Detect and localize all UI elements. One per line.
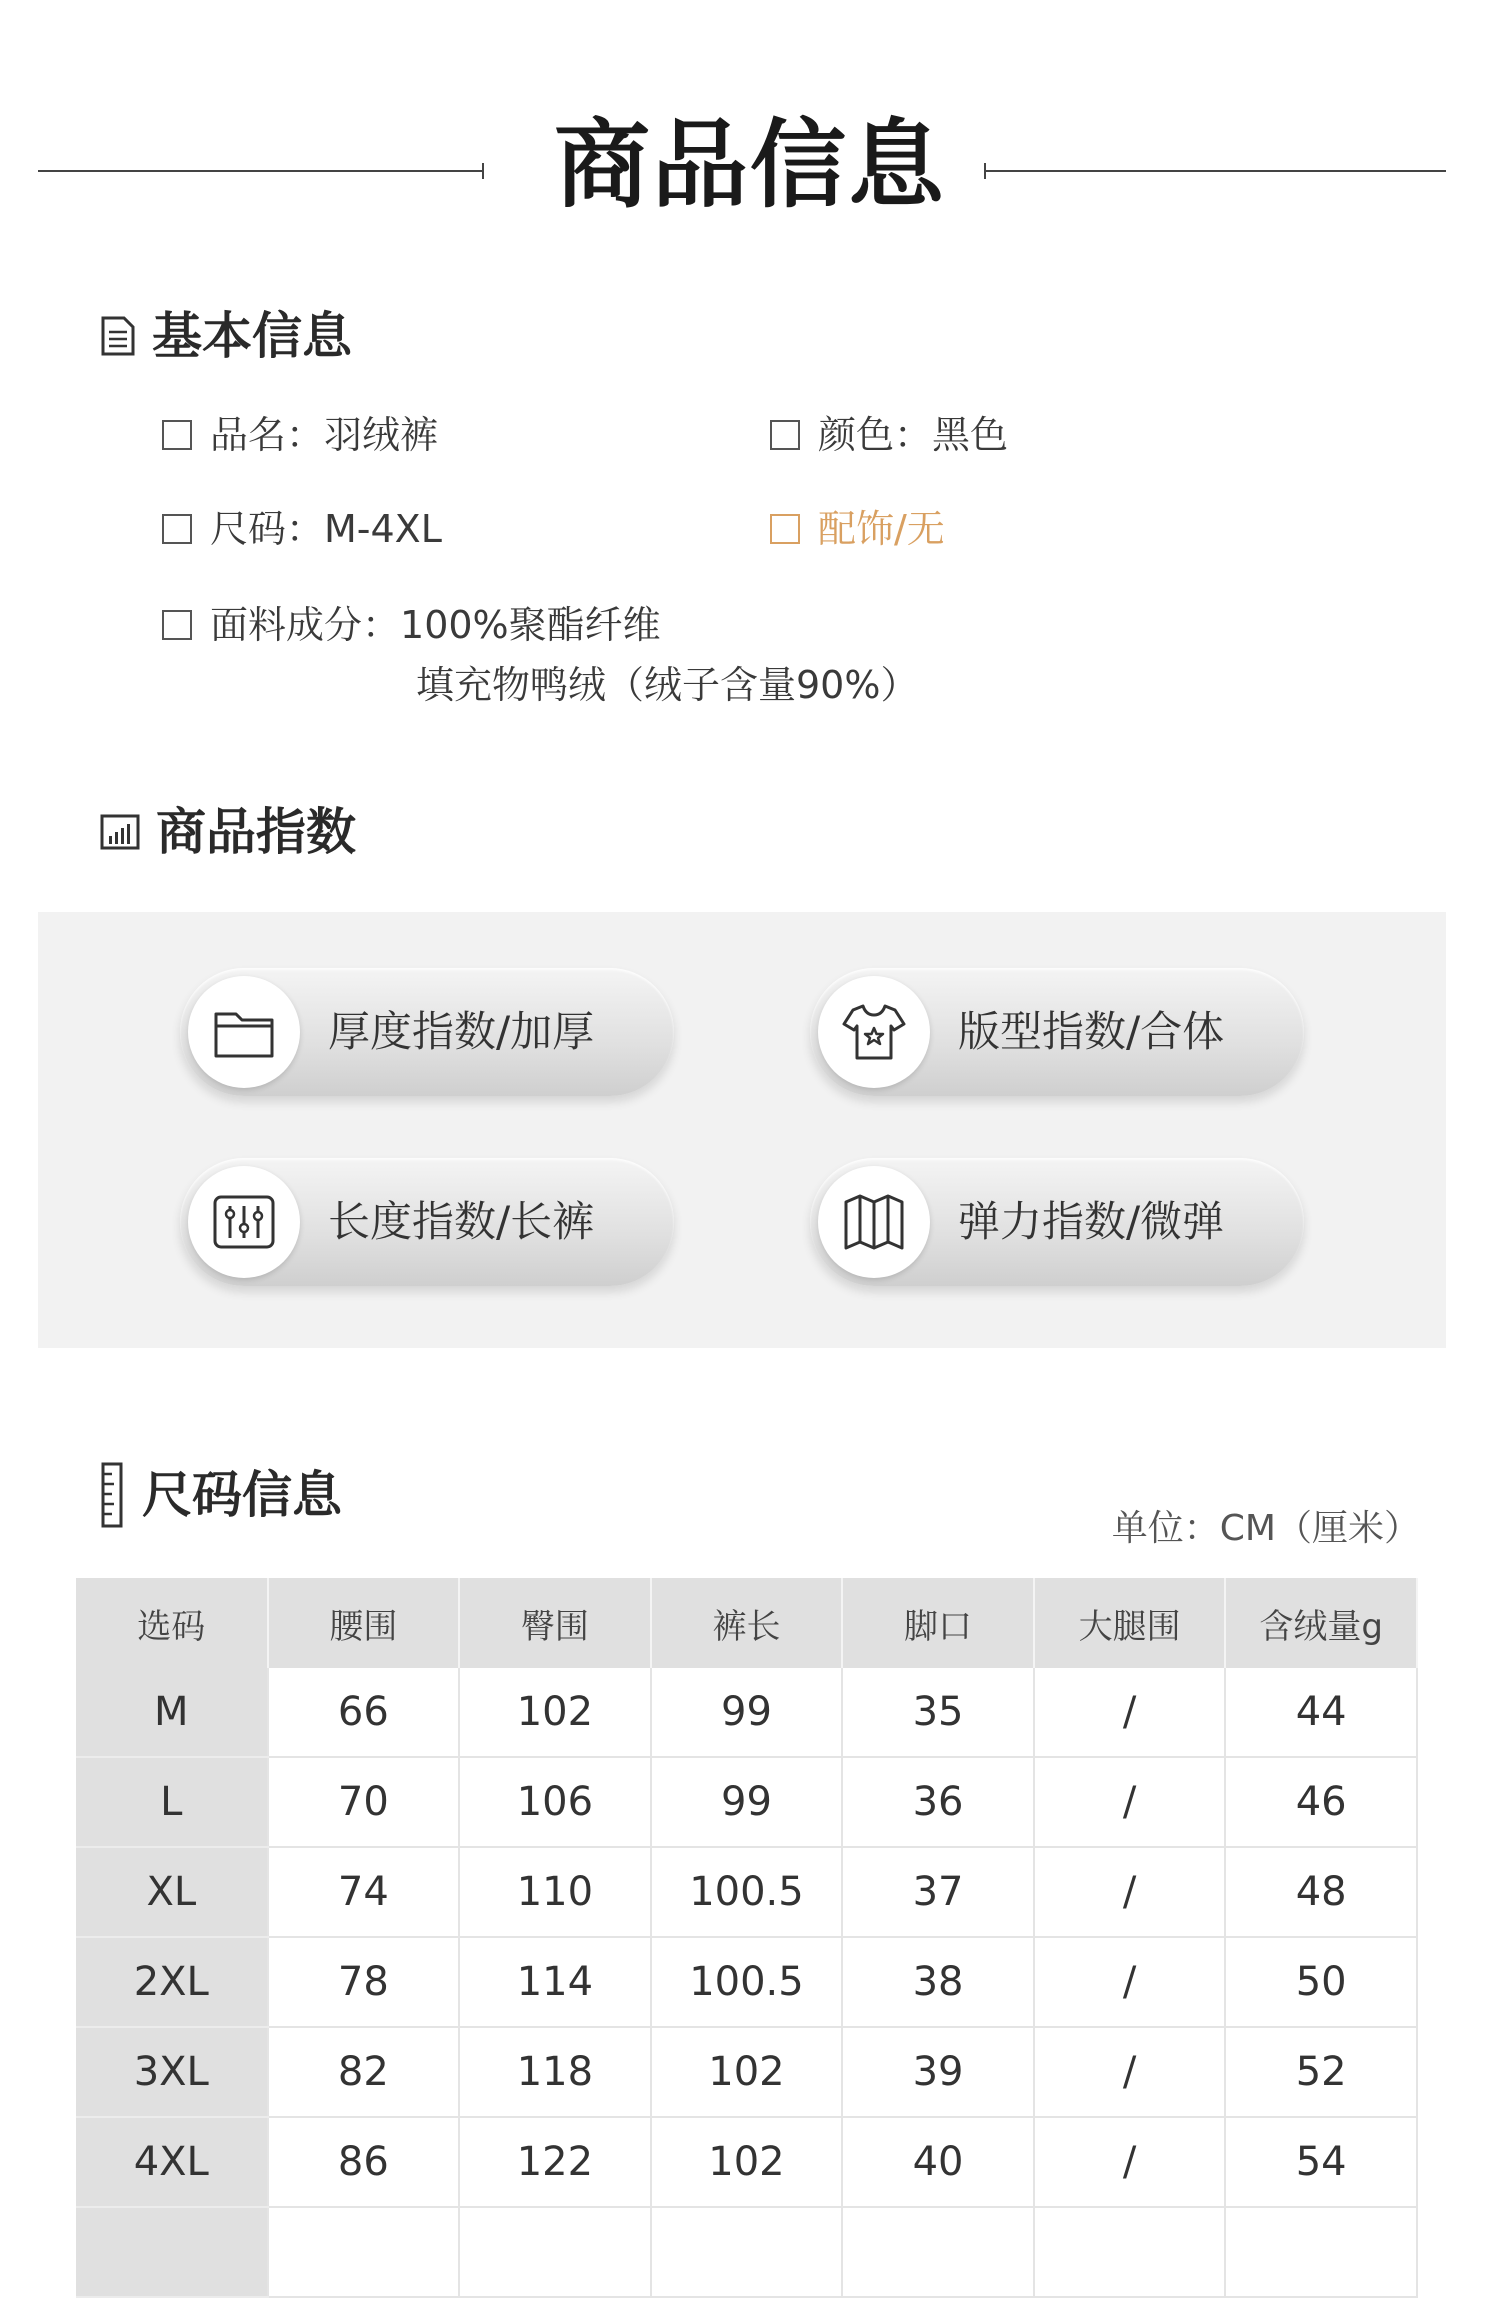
table-cell: 36: [842, 1757, 1034, 1847]
table-cell: 99: [651, 1668, 843, 1757]
column-header: 选码: [76, 1578, 268, 1668]
table-cell: 52: [1225, 2027, 1417, 2117]
unit-label: 单位：CM（厘米）: [1111, 1508, 1420, 1549]
table-cell: 102: [651, 2027, 843, 2117]
size-info-heading: [100, 1462, 342, 1528]
table-cell-empty: [76, 2207, 268, 2297]
checkbox-icon: [162, 610, 192, 640]
folded-map-icon: [842, 1192, 906, 1252]
table-cell: 74: [268, 1847, 460, 1937]
product-color-item: [770, 410, 1008, 460]
sliders-icon: [212, 1194, 276, 1250]
table-cell: 37: [842, 1847, 1034, 1937]
page-title: 商品信息: [554, 109, 946, 221]
table-cell: 48: [1225, 1847, 1417, 1937]
table-cell: 78: [268, 1937, 460, 2027]
length-icon-circle: [188, 1166, 300, 1278]
table-cell: 66: [268, 1668, 460, 1757]
table-cell: 114: [459, 1937, 651, 2027]
table-cell: 54: [1225, 2117, 1417, 2207]
table-cell: 82: [268, 2027, 460, 2117]
table-cell: 118: [459, 2027, 651, 2117]
column-header: 裤长: [651, 1578, 843, 1668]
table-cell: 3XL: [76, 2027, 268, 2117]
elasticity-index-label: 弹力指数/微弹: [958, 1197, 1225, 1246]
elasticity-icon-circle: [818, 1166, 930, 1278]
product-name-item: [162, 410, 438, 460]
product-name-text: 品名：羽绒裤: [210, 413, 439, 457]
table-cell: 100.5: [651, 1937, 843, 2027]
thickness-icon-circle: [188, 976, 300, 1088]
tshirt-icon: [841, 1002, 907, 1062]
checkbox-icon: [770, 514, 800, 544]
table-cell: /: [1034, 2027, 1226, 2117]
table-cell: 44: [1225, 1668, 1417, 1757]
table-cell: 102: [651, 2117, 843, 2207]
table-cell: 46: [1225, 1757, 1417, 1847]
fabric-line1: 100%聚酯纤维: [400, 603, 661, 647]
table-cell: /: [1034, 1668, 1226, 1757]
product-index-title: 商品指数: [156, 803, 356, 861]
table-cell: 110: [459, 1847, 651, 1937]
table-cell-empty: [268, 2207, 460, 2297]
table-cell-empty: [651, 2207, 843, 2297]
table-cell: 99: [651, 1757, 843, 1847]
table-cell: /: [1034, 1757, 1226, 1847]
ruler-icon: [100, 1462, 126, 1528]
table-cell: L: [76, 1757, 268, 1847]
fabric-label: 面料成分：: [210, 603, 401, 647]
table-cell: 70: [268, 1757, 460, 1847]
size-table: [76, 1578, 1418, 2298]
fit-icon-circle: [818, 976, 930, 1088]
product-size-item: [162, 504, 442, 554]
column-header: 大腿围: [1034, 1578, 1226, 1668]
bar-chart-icon: [100, 812, 140, 852]
index-panel: [38, 912, 1446, 1348]
table-cell: 102: [459, 1668, 651, 1757]
basic-info-heading: [100, 306, 352, 366]
elasticity-index-pill: [810, 1158, 1304, 1286]
table-row: [76, 2117, 1417, 2207]
table-cell: 35: [842, 1668, 1034, 1757]
table-row: [76, 1847, 1417, 1937]
column-header: 臀围: [459, 1578, 651, 1668]
table-cell: /: [1034, 2117, 1226, 2207]
column-header: 含绒量g: [1225, 1578, 1417, 1668]
table-row: [76, 1757, 1417, 1847]
product-size-text: 尺码：M-4XL: [210, 507, 442, 551]
column-header: 脚口: [842, 1578, 1034, 1668]
table-cell: 38: [842, 1937, 1034, 2027]
table-cell: 106: [459, 1757, 651, 1847]
checkbox-icon: [162, 514, 192, 544]
product-color-text: 颜色：黑色: [818, 413, 1009, 457]
table-cell: 2XL: [76, 1937, 268, 2027]
checkbox-icon: [770, 420, 800, 450]
document-icon: [100, 316, 136, 356]
product-accessory-item: [770, 504, 945, 554]
table-row: [76, 1668, 1417, 1757]
thickness-index-label: 厚度指数/加厚: [328, 1007, 595, 1056]
table-cell: XL: [76, 1847, 268, 1937]
table-cell: /: [1034, 1847, 1226, 1937]
product-index-heading: [100, 802, 356, 862]
table-cell: 86: [268, 2117, 460, 2207]
table-cell: 40: [842, 2117, 1034, 2207]
length-index-pill: [180, 1158, 674, 1286]
size-info-title: 尺码信息: [142, 1466, 342, 1524]
fit-index-label: 版型指数/合体: [958, 1007, 1225, 1056]
checkbox-icon: [162, 420, 192, 450]
table-cell: 4XL: [76, 2117, 268, 2207]
table-cell: 50: [1225, 1937, 1417, 2027]
table-cell-empty: [1225, 2207, 1417, 2297]
column-header: 腰围: [268, 1578, 460, 1668]
table-cell: 100.5: [651, 1847, 843, 1937]
fit-index-pill: [810, 968, 1304, 1096]
table-cell: /: [1034, 1937, 1226, 2027]
product-accessory-text: 配饰/无: [818, 507, 945, 551]
table-row-empty: [76, 2207, 1417, 2297]
table-cell-empty: [1034, 2207, 1226, 2297]
length-index-label: 长度指数/长裤: [328, 1197, 595, 1246]
folder-icon: [212, 1004, 276, 1060]
table-cell: 122: [459, 2117, 651, 2207]
table-row: [76, 2027, 1417, 2117]
fabric-item: [162, 600, 661, 650]
basic-info-title: 基本信息: [152, 307, 352, 365]
table-cell-empty: [842, 2207, 1034, 2297]
size-table-header-row: [76, 1578, 1417, 1668]
table-cell: 39: [842, 2027, 1034, 2117]
table-cell-empty: [459, 2207, 651, 2297]
thickness-index-pill: [180, 968, 674, 1096]
table-cell: M: [76, 1668, 268, 1757]
fabric-line2: 填充物鸭绒（绒子含量90%）: [416, 663, 919, 707]
table-row: [76, 1937, 1417, 2027]
